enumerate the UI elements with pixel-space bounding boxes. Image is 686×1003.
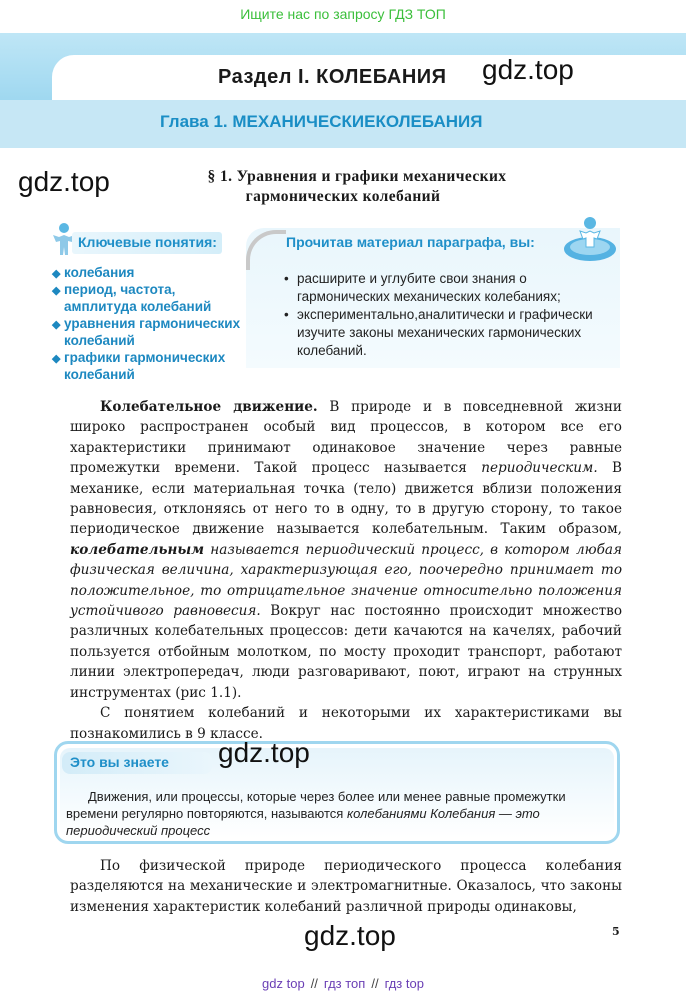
watermark: gdz.top — [482, 54, 574, 85]
body-text-main — [70, 397, 622, 744]
separator: // — [310, 976, 318, 991]
bottom-links — [0, 976, 686, 991]
section-title: Раздел I. КОЛЕБАНИЯ — [218, 66, 447, 88]
after-reading-list — [284, 270, 614, 360]
you-know-heading: Это вы знаете — [62, 752, 212, 774]
body-paragraph-2: С понятием колебаний и некоторыми их характеристиками вы познакомились в 9 классе. — [70, 705, 622, 742]
key-concepts-heading: Ключевые понятия: — [72, 232, 222, 254]
key-concepts-list — [52, 264, 242, 383]
globe-person-icon — [560, 213, 620, 265]
bullet-icon: ◆ — [52, 319, 61, 331]
body-text-bottom — [70, 856, 622, 917]
bullet-icon: ◆ — [52, 285, 61, 297]
banner-link[interactable]: Ищите нас по запросу ГДЗ ТОП — [240, 6, 446, 22]
list-item: ◆ уравнения гармонических колебаний — [52, 316, 241, 348]
bullet-icon: ◆ — [52, 268, 61, 280]
you-know-text: Движения, или процессы, которые через более или менее равные промежутки времени регулярно повторяются, называются колебаниями Колебания — это периодический процесс — [66, 789, 566, 838]
bullet-icon: ◆ — [52, 353, 61, 365]
bottom-link[interactable]: гдз топ — [323, 976, 366, 991]
list-item: ◆ колебания — [52, 265, 135, 280]
watermark: gdz.top — [218, 737, 310, 768]
bottom-link[interactable]: гдз top — [384, 976, 424, 991]
chapter-title: Глава 1. МЕХАНИЧЕСКИЕКОЛЕБАНИЯ — [160, 112, 483, 131]
list-item: • расширите и углубите свои знания о гармонических механических колебаниях; — [284, 270, 614, 306]
body-paragraph-1: Колебательное движение. В природе и в повседневной жизни широко распространен особый вид процессов, в котором все его характеристики принимают одинаковое значение через равные промежутки времени. Такой процесс называется периодическим. В механике, если материальная точка (тело) движется вблизи положения равновесия, отклоняясь от него то в одну, то в другую сторону, то такое периодическое движение называется колебательным. Таким образом, колебательным называется периодический процесс, в котором любая физическая величина, характеризующая его, поочередно принимает то положительное, то отрицательное значение относительно положения устойчивого равновесия. Вокруг нас постоянно происходит множество различных колебательных процессов: дети качаются на качелях, рабочий пользуется отбойным молотком, по мосту проходит транспорт, работают линии электропередач, люди разговаривают, поют, играют на струнных инструментах (рис 1.1). — [70, 399, 623, 701]
list-item: ◆ период, частота, амплитуда колебаний — [52, 282, 212, 314]
paragraph-title-line2: гармонических колебаний — [245, 188, 441, 205]
bottom-link[interactable]: gdz top — [262, 976, 305, 991]
paragraph-title-line1: § 1. Уравнения и графики механических — [207, 168, 507, 185]
list-item: ◆ графики гармонических колебаний — [52, 350, 226, 382]
top-banner[interactable] — [0, 6, 686, 22]
paragraph-title — [0, 167, 686, 207]
after-reading-heading: Прочитав материал параграфа, вы: — [286, 234, 535, 250]
list-item: • экспериментально,аналитически и графически изучите законы механических гармонических колебаний. — [284, 306, 614, 360]
watermark: gdz.top — [18, 166, 110, 197]
separator: // — [371, 976, 379, 991]
page-number: 5 — [612, 925, 620, 938]
watermark: gdz.top — [304, 920, 396, 951]
body-paragraph-3: По физической природе периодического процесса колебания разделяются на механические и электромагнитные. Оказалось, что законы изменения характеристик колебаний различной природы одинаковы, — [70, 858, 622, 915]
